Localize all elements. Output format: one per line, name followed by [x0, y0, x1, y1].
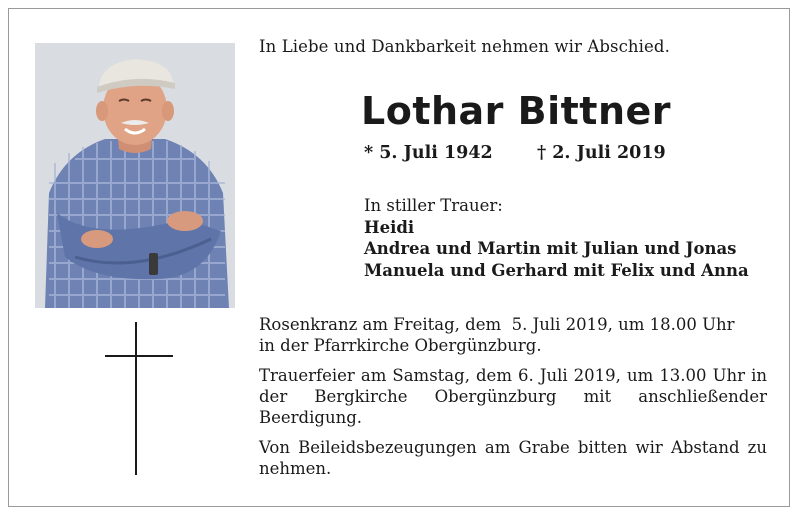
- rosary-paragraph: [259, 314, 767, 356]
- funeral-paragraph: Trauerfeier am Samstag, dem 6. Juli 2019, um 13.00 Uhr in der Bergkirche Obergünzburg mit anschließender Beerdigung.: [259, 366, 767, 427]
- mourners-block: [364, 195, 749, 281]
- obituary-card: [8, 8, 790, 507]
- mourners-label: In stiller Trauer:: [364, 196, 503, 215]
- intro-text: In Liebe und Dankbarkeit nehmen wir Abschied.: [259, 37, 670, 56]
- mourner-line: Manuela und Gerhard mit Felix und Anna: [364, 260, 749, 280]
- rosary-line: in der Pfarrkirche Obergünzburg.: [259, 336, 542, 355]
- birth-date: * 5. Juli 1942: [364, 143, 493, 163]
- mourner-line: Andrea und Martin mit Julian und Jonas: [364, 239, 737, 258]
- rosary-line: Rosenkranz am Freitag, dem 5. Juli 2019, um 18.00 Uhr: [259, 315, 735, 334]
- cross-icon: [105, 322, 173, 475]
- death-date: † 2. Juli 2019: [537, 143, 666, 163]
- deceased-name: Lothar Bittner: [361, 89, 672, 133]
- mourner-line: Heidi: [364, 217, 415, 237]
- portrait-photo: [35, 43, 235, 308]
- condolences-paragraph: Von Beileidsbezeugungen am Grabe bitten wir Abstand zu nehmen.: [259, 438, 767, 478]
